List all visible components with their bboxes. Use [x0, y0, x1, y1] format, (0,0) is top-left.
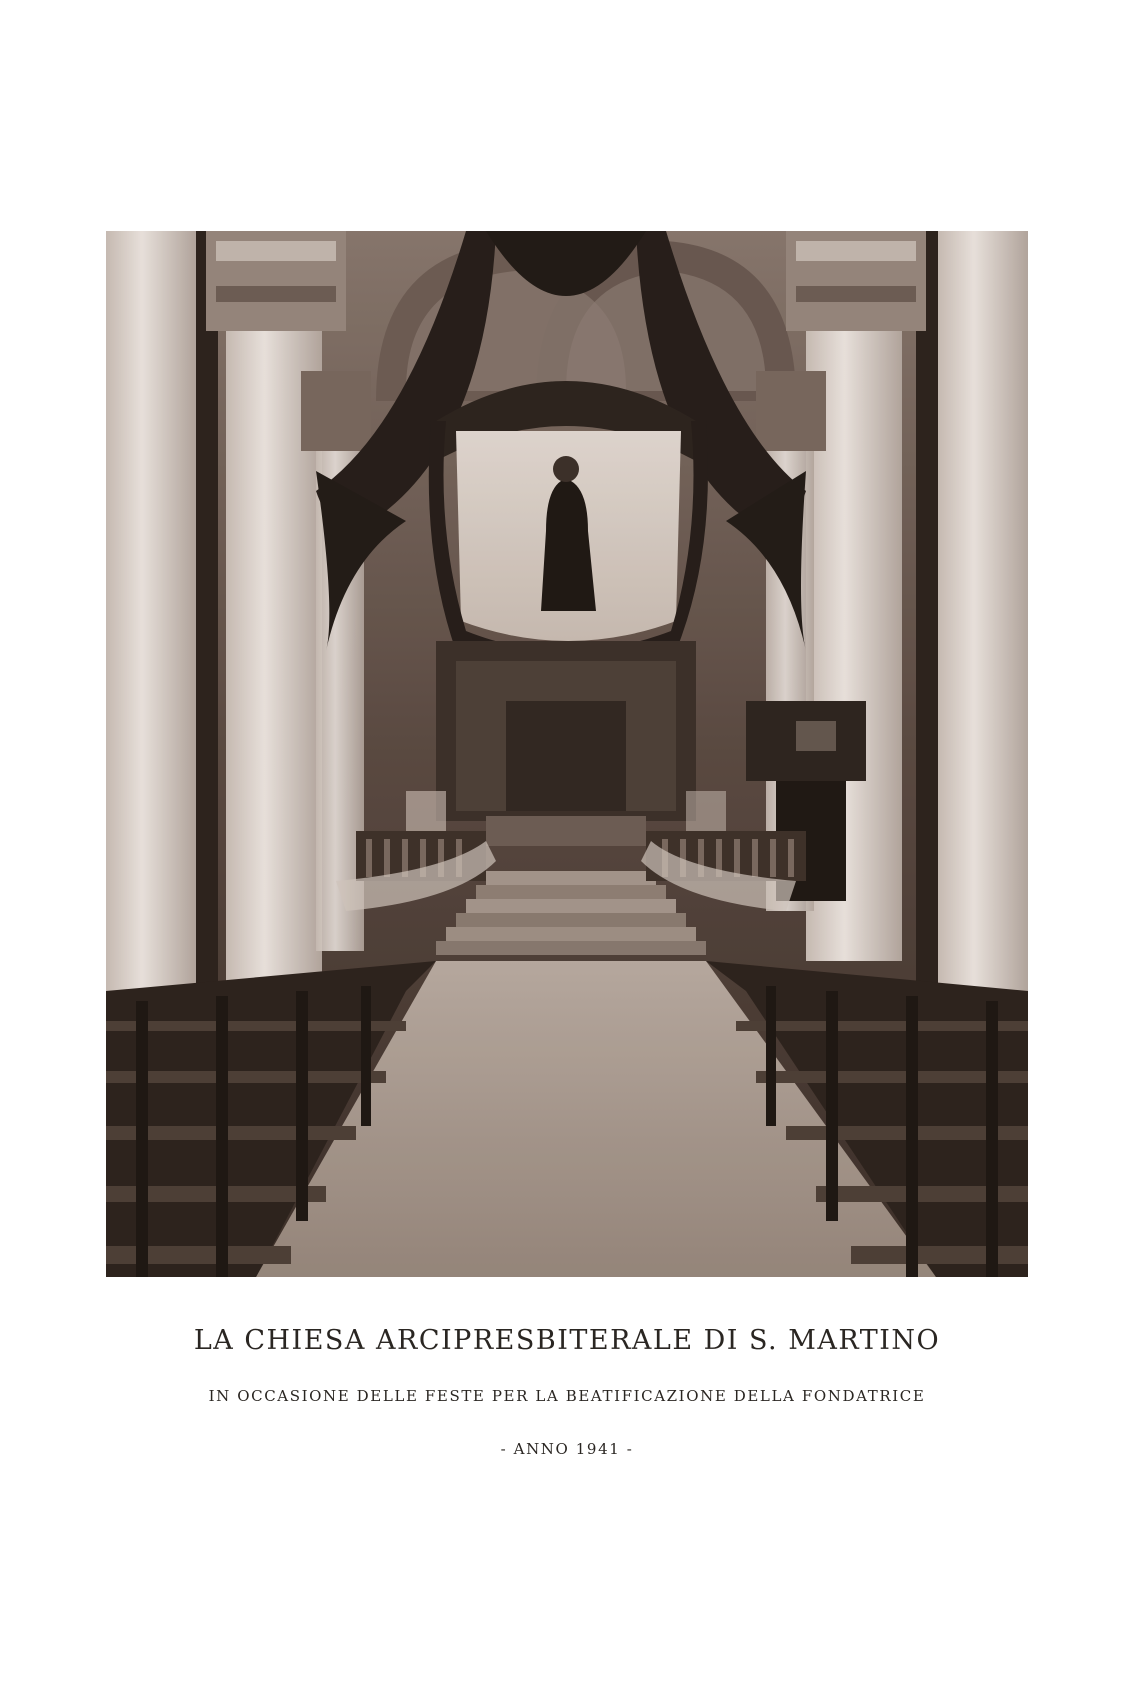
church-interior-photo	[106, 231, 1028, 1277]
church-interior-illustration	[106, 231, 1028, 1277]
caption-subtitle: IN OCCASIONE DELLE FESTE PER LA BEATIFICAZIONE DELLA FONDATRICE	[208, 1387, 926, 1405]
caption-year: - ANNO 1941 -	[500, 1440, 634, 1458]
caption-title: LA CHIESA ARCIPRESBITERALE DI S. MARTINO	[193, 1325, 941, 1356]
